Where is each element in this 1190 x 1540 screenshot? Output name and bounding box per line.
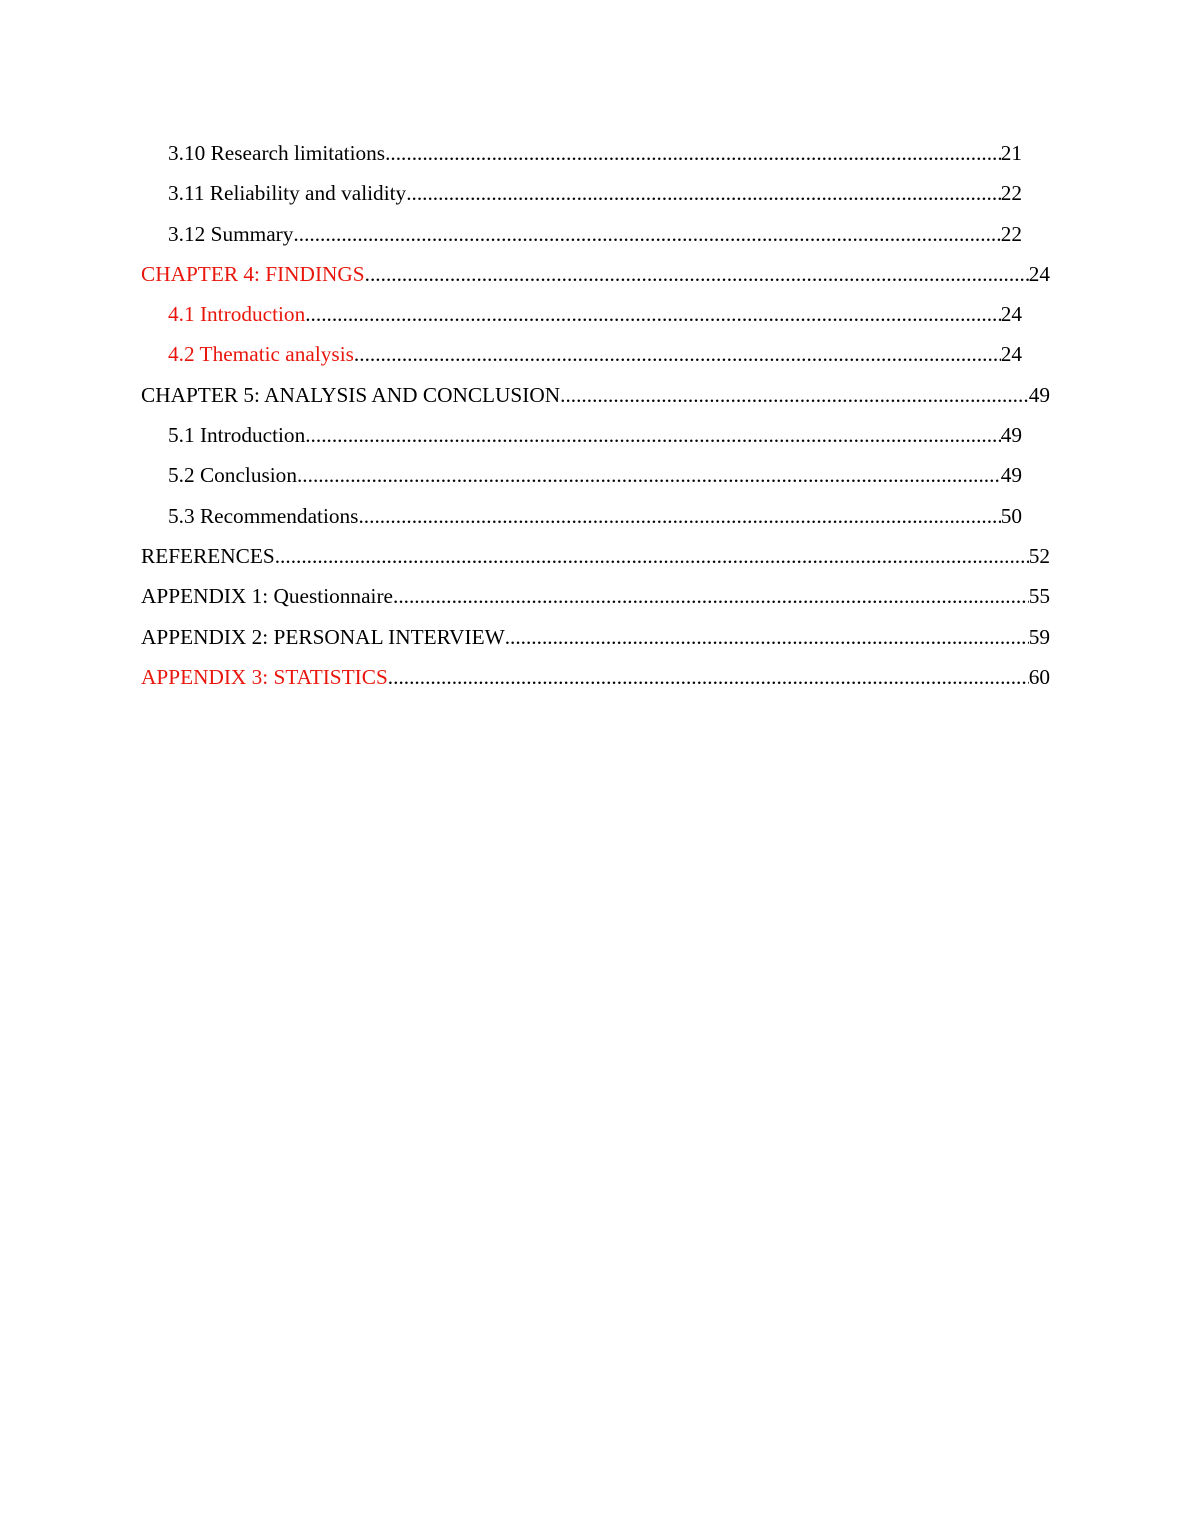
toc-entry-5-2[interactable] [141,455,1050,495]
toc-dot-leader [365,254,1029,294]
toc-dot-leader [505,617,1029,657]
toc-entry-title: 3.10 Research limitations [168,141,386,165]
toc-entry-4-2[interactable] [141,334,1050,374]
toc-dot-leader [305,415,1000,455]
toc-dot-leader [406,173,1001,213]
toc-entry-5-3[interactable] [141,496,1050,536]
table-of-contents [141,133,1050,697]
toc-entry-page: 21 [1000,141,1022,165]
toc-entry-4-1[interactable] [141,294,1050,334]
toc-entry-page: 55 [1028,584,1050,609]
toc-entry-title: 4.1 Introduction [168,302,306,327]
toc-entry-page: 22 [1000,221,1022,246]
toc-dot-leader [388,657,1029,697]
toc-entry-page: 24 [1000,342,1022,367]
toc-entry-page: 49 [1000,463,1022,488]
toc-entry-title: APPENDIX 1: Questionnaire [141,584,393,609]
toc-entry-page: 24 [1028,261,1050,286]
toc-dot-leader [358,496,1000,536]
toc-dot-leader [560,375,1029,415]
toc-dot-leader [305,294,1000,334]
toc-entry-references[interactable] [141,536,1050,576]
toc-entry-title: 5.3 Recommendations [168,503,359,528]
toc-entry-appendix-1[interactable] [141,576,1050,616]
toc-entry-title: APPENDIX 2: PERSONAL INTERVIEW [141,624,505,649]
toc-entry-appendix-3[interactable] [141,657,1050,697]
toc-entry-title: 5.1 Introduction [168,423,306,448]
toc-entry-title: REFERENCES [141,543,275,568]
toc-entry-page: 50 [1000,503,1022,528]
toc-dot-leader [293,214,1000,254]
toc-entry-3-10[interactable] [141,133,1050,173]
toc-dot-leader [385,133,1001,173]
toc-dot-leader [297,455,1001,495]
toc-entry-5-1[interactable] [141,415,1050,455]
toc-entry-title: 3.11 Reliability and validity [168,181,407,206]
toc-entry-title: CHAPTER 4: FINDINGS [141,261,365,286]
toc-dot-leader [354,334,1001,374]
toc-entry-page: 52 [1028,543,1050,568]
toc-entry-page: 49 [1000,423,1022,448]
toc-entry-3-11[interactable] [141,173,1050,213]
toc-entry-page: 22 [1000,181,1022,206]
toc-entry-chapter-5[interactable] [141,375,1050,415]
toc-dot-leader [393,576,1029,616]
toc-entry-appendix-2[interactable] [141,617,1050,657]
toc-entry-page: 49 [1028,382,1050,407]
toc-entry-title: APPENDIX 3: STATISTICS [141,664,388,689]
toc-dot-leader [275,536,1029,576]
toc-entry-title: CHAPTER 5: ANALYSIS AND CONCLUSION [141,382,561,407]
toc-entry-page: 59 [1028,624,1050,649]
toc-entry-title: 4.2 Thematic analysis [168,342,354,367]
toc-entry-title: 3.12 Summary [168,221,294,246]
toc-entry-page: 24 [1000,302,1022,327]
toc-entry-title: 5.2 Conclusion [168,463,297,488]
toc-entry-page: 60 [1028,664,1050,689]
toc-entry-3-12[interactable] [141,214,1050,254]
toc-entry-chapter-4[interactable] [141,254,1050,294]
